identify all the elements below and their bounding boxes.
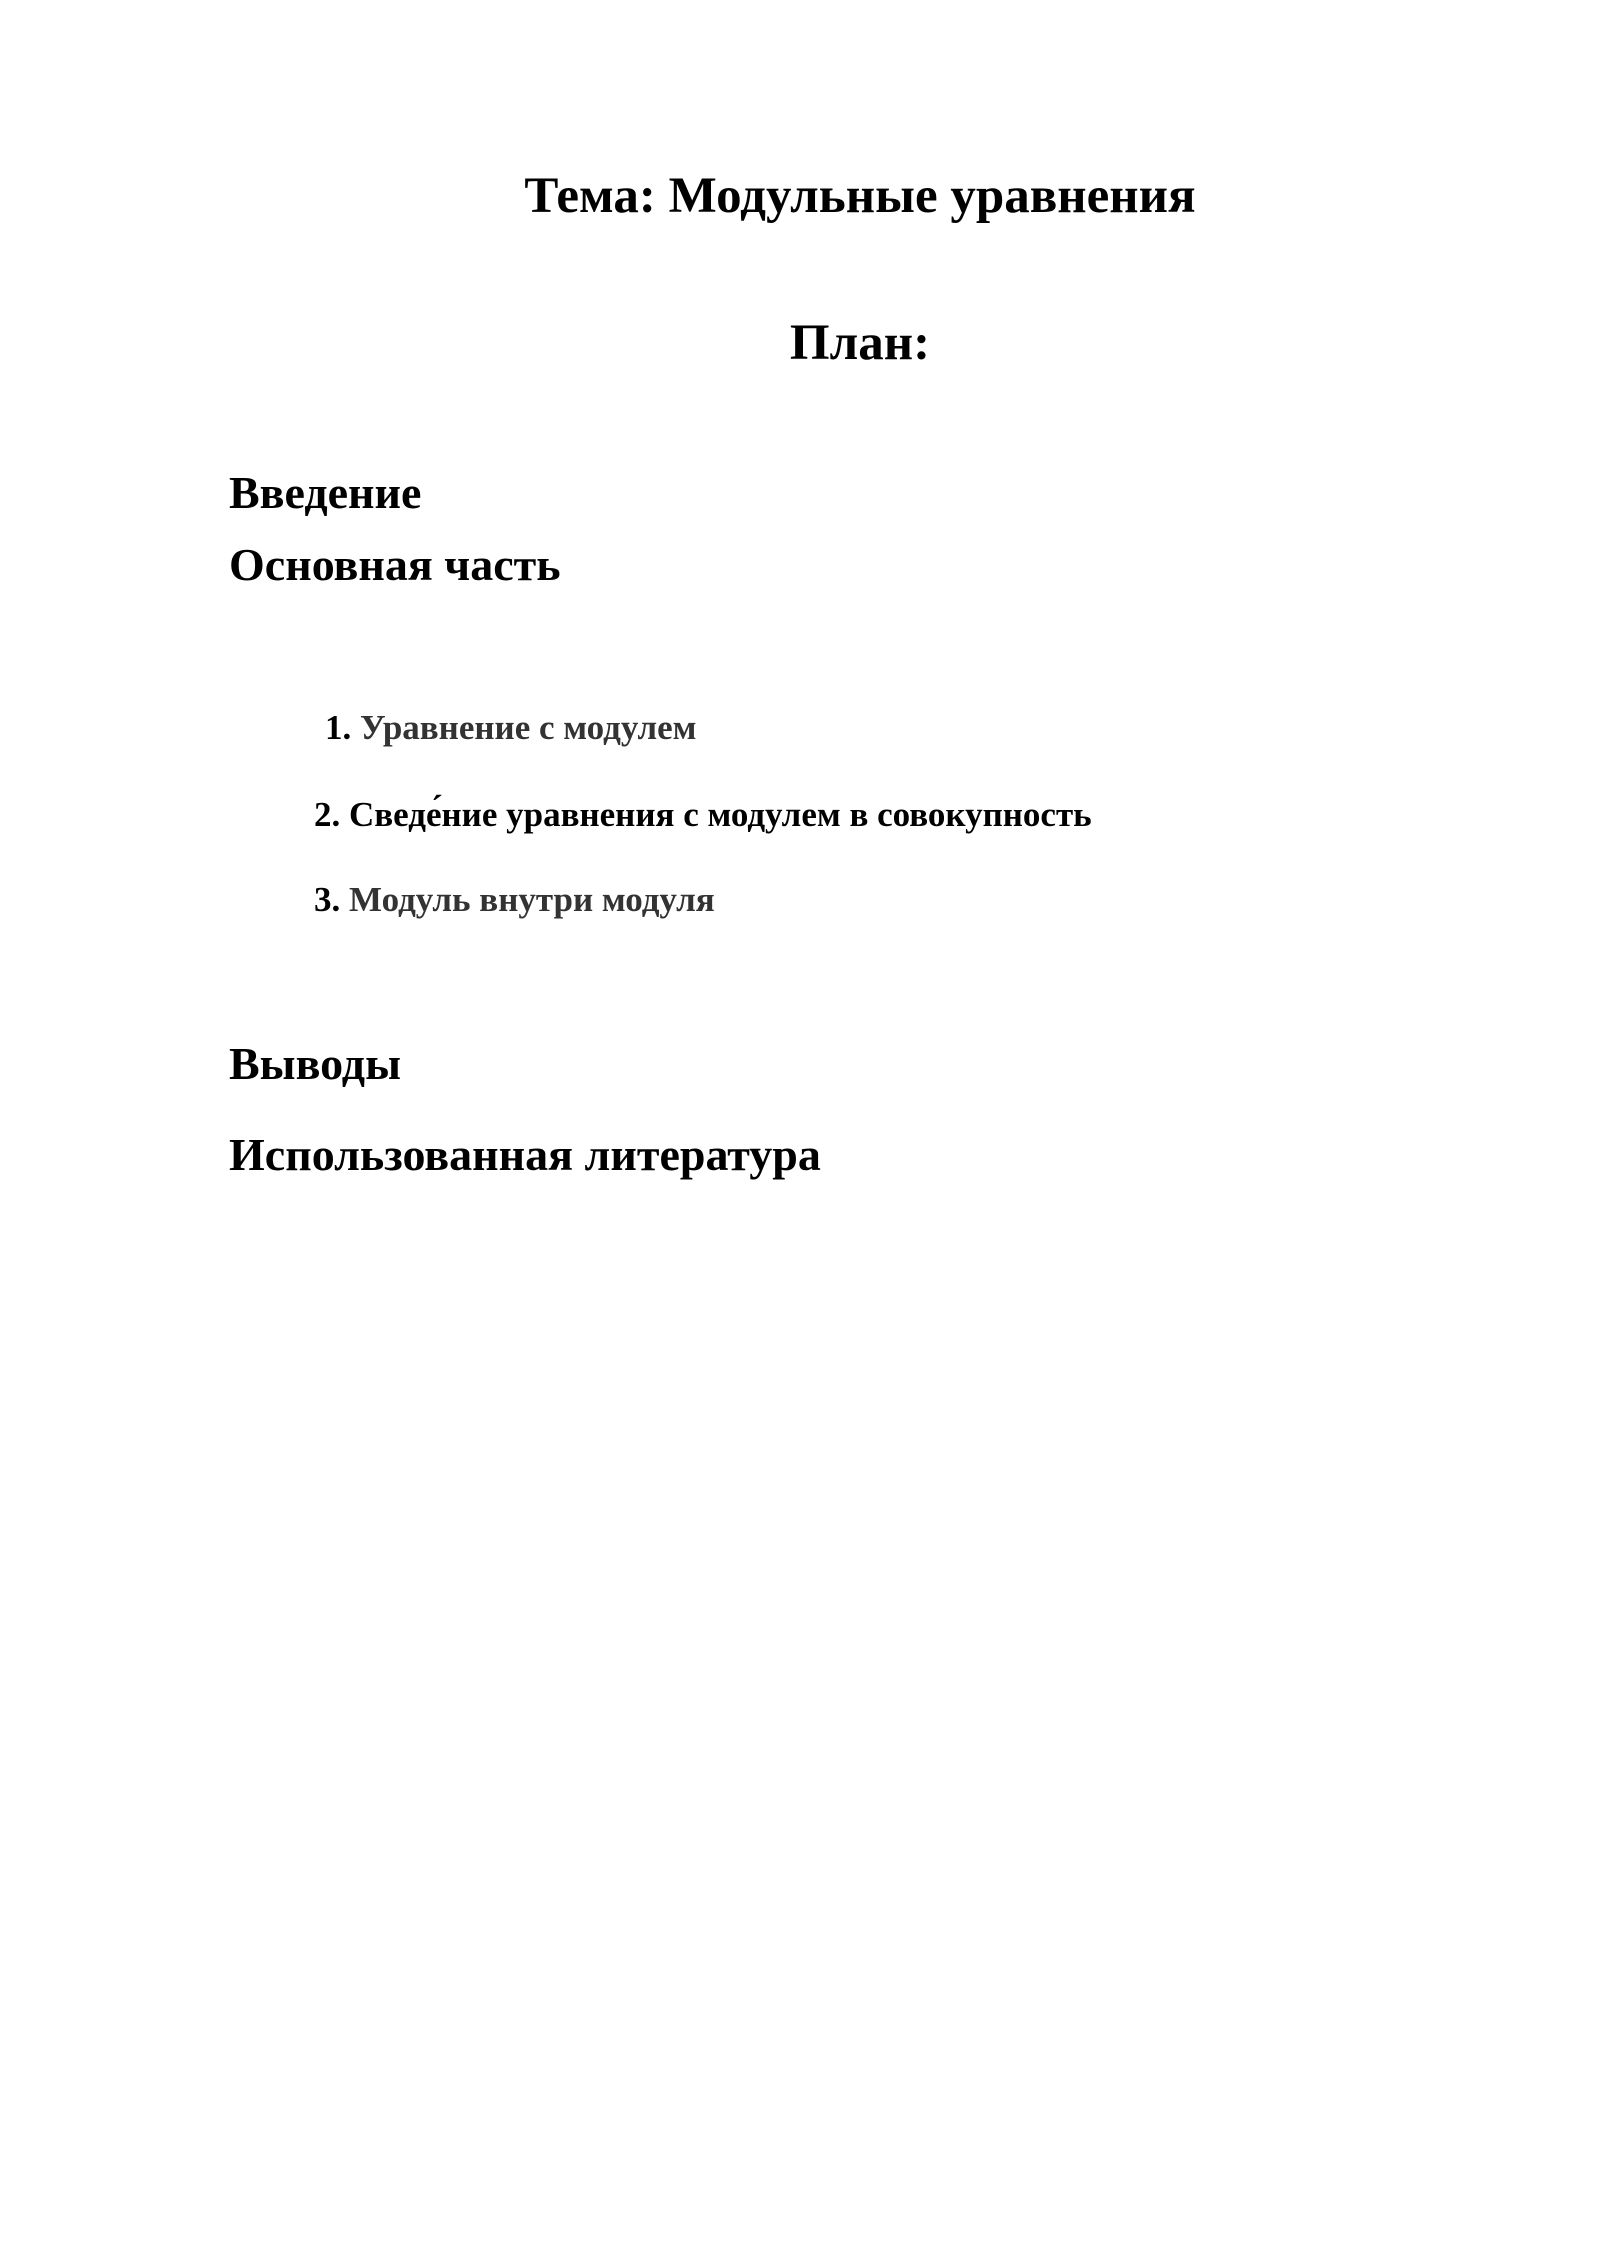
section-conclusions: Выводы — [229, 1038, 401, 1089]
plan-item-text: Модуль внутри модуля — [349, 880, 715, 919]
plan-item-3 — [314, 877, 715, 923]
section-main: Основная часть — [229, 539, 561, 590]
plan-heading: План: — [789, 315, 931, 371]
plan-item-text: Уравнение с модулем — [360, 708, 697, 747]
plan-item-number: 1. — [325, 708, 352, 747]
section-intro: Введение — [229, 467, 422, 518]
plan-item-1 — [325, 705, 697, 751]
plan-item-2 — [314, 792, 1092, 838]
plan-item-text: Сведе́ние уравнения с модулем в совокупность — [349, 795, 1092, 834]
plan-item-number: 2. — [314, 795, 341, 834]
document-title: Тема: Модульные уравнения — [524, 168, 1196, 224]
plan-item-number: 3. — [314, 880, 341, 919]
section-literature: Использованная литература — [229, 1129, 821, 1180]
